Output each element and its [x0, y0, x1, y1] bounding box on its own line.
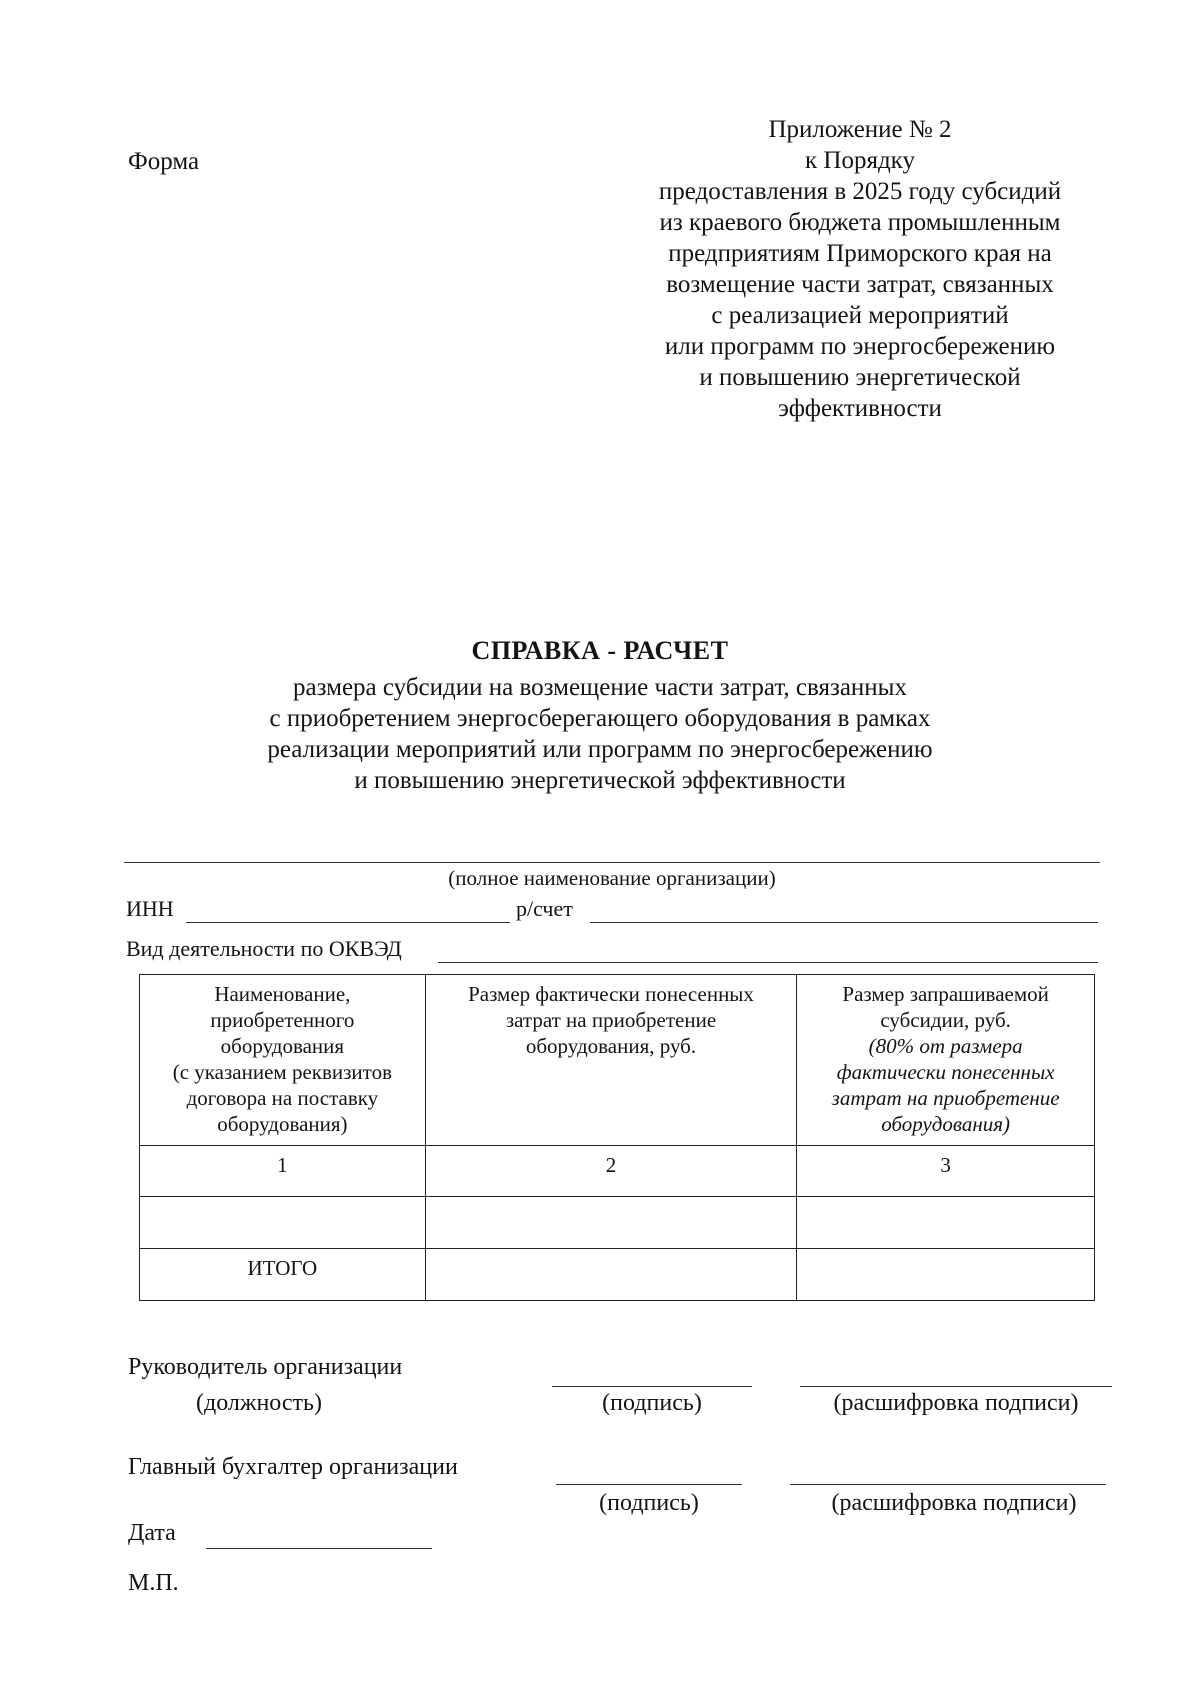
subtitle-line: и повышению энергетической эффективности	[354, 767, 846, 794]
header-line: затрат на приобретение	[505, 1008, 717, 1032]
subtitle-line: реализации мероприятий или программ по энергосбережению	[267, 736, 933, 763]
header-line: (с указанием реквизитов	[172, 1060, 392, 1084]
head-decoding-line[interactable]	[800, 1386, 1112, 1387]
table-number-row	[140, 1146, 1095, 1197]
head-label: Руководитель организации	[128, 1354, 403, 1380]
appendix-line: эффективности	[778, 395, 942, 422]
header-line: Размер запрашиваемой	[842, 982, 1049, 1006]
header-line: Размер фактически понесенных	[468, 982, 754, 1006]
column-number: 3	[797, 1146, 1095, 1197]
column-number: 2	[425, 1146, 797, 1197]
date-field[interactable]	[206, 1548, 432, 1549]
accountant-label: Главный бухгалтер организации	[128, 1454, 458, 1480]
table-header-row	[140, 975, 1095, 1146]
org-name-caption: (полное наименование организации)	[448, 866, 776, 890]
decoding-caption: (расшифровка подписи)	[831, 1490, 1077, 1516]
accountant-decoding-line[interactable]	[790, 1484, 1106, 1485]
signature-caption: (подпись)	[602, 1390, 702, 1416]
appendix-line: Приложение № 2	[768, 116, 952, 143]
appendix-line: или программ по энергосбережению	[664, 333, 1056, 360]
header-line: оборудования)	[217, 1112, 348, 1136]
appendix-line: предоставления в 2025 году субсидий	[658, 178, 1062, 205]
header-cell-subsidy	[797, 975, 1095, 1146]
header-line: оборудования	[220, 1034, 345, 1058]
column-number: 1	[140, 1146, 426, 1197]
header-line: оборудования, руб.	[525, 1034, 697, 1058]
okved-label: Вид деятельности по ОКВЭД	[126, 936, 402, 961]
head-signature-line[interactable]	[552, 1386, 752, 1387]
org-name-line[interactable]	[124, 862, 1100, 863]
header-line: договора на поставку	[186, 1086, 379, 1110]
header-note-line: затрат на приобретение	[831, 1086, 1060, 1110]
header-line: приобретенного	[210, 1008, 355, 1032]
document-title: СПРАВКА - РАСЧЕТ	[471, 636, 729, 665]
calculation-table	[139, 974, 1095, 1301]
header-cell-costs	[425, 975, 797, 1146]
table-total-row	[140, 1249, 1095, 1301]
decoding-caption: (расшифровка подписи)	[833, 1390, 1079, 1416]
okved-field[interactable]	[438, 962, 1098, 963]
appendix-line: предприятиям Приморского края на	[668, 240, 1052, 267]
header-note-line: фактически понесенных	[836, 1060, 1055, 1084]
account-label: р/счет	[516, 896, 573, 921]
appendix-block	[600, 114, 1120, 424]
accountant-signature-line[interactable]	[556, 1484, 742, 1485]
inn-label: ИНН	[126, 896, 174, 921]
table-cell-subsidy[interactable]	[797, 1197, 1095, 1249]
total-cell-subsidy[interactable]	[797, 1249, 1095, 1301]
account-field[interactable]	[590, 922, 1098, 923]
header-line: Наименование,	[214, 982, 351, 1006]
table-cell-equipment[interactable]	[140, 1197, 426, 1249]
table-row	[140, 1197, 1095, 1249]
document-subtitle	[150, 672, 1050, 796]
header-line: субсидии, руб.	[880, 1008, 1011, 1032]
appendix-line: с реализацией мероприятий	[711, 302, 1009, 329]
header-note-line: (80% от размера	[868, 1034, 1023, 1058]
table-cell-costs[interactable]	[425, 1197, 797, 1249]
header-cell-equipment	[140, 975, 426, 1146]
signature-caption: (подпись)	[599, 1490, 699, 1516]
subtitle-line: размера субсидии на возмещение части затрат, связанных	[293, 674, 907, 701]
total-cell-costs[interactable]	[425, 1249, 797, 1301]
inn-field[interactable]	[186, 922, 510, 923]
appendix-line: к Порядку	[805, 147, 915, 174]
total-label: ИТОГО	[140, 1249, 426, 1301]
header-note-line: оборудования)	[881, 1112, 1011, 1136]
subtitle-line: с приобретением энергосберегающего оборудования в рамках	[269, 705, 931, 732]
appendix-line: и повышению энергетической	[699, 364, 1021, 391]
position-caption: (должность)	[196, 1390, 322, 1416]
appendix-line: из краевого бюджета промышленным	[659, 209, 1061, 236]
stamp-label: М.П.	[128, 1570, 179, 1596]
form-label: Форма	[128, 148, 200, 175]
appendix-line: возмещение части затрат, связанных	[666, 271, 1054, 298]
date-label: Дата	[128, 1520, 176, 1546]
